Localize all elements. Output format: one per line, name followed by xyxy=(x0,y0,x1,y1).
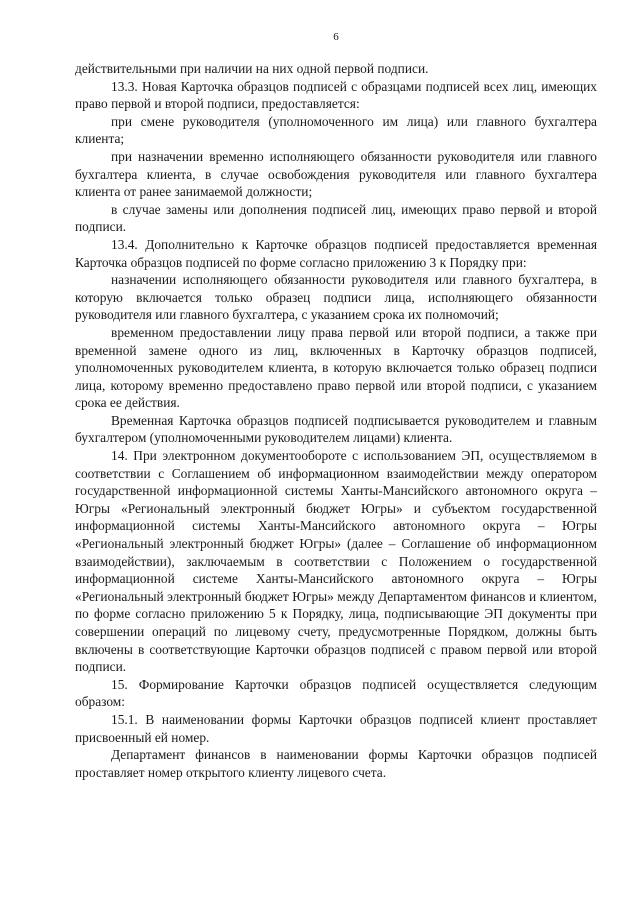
paragraph-14: 14. При электронном документообороте с использованием ЭП, осуществляемом в соответствии с Соглашением об информационном взаимодействии между оператором государственной информационной системы Ханты-Мансийского автономного округа – Югры «Региональный электронный бюджет Югры» и субъектом государственной информационной системы Ханты-Мансийского автономного округа – Югры «Региональный электронный бюджет Югры» (далее – Соглашение об информационном взаимодействии), заключаемым в соответствии с Положением о государственной информационной системе Ханты-Мансийского автономного округа – Югры «Региональный электронный бюджет Югры» между Департаментом финансов и клиентом, по форме согласно приложению 5 к Порядку, лица, подписывающие ЭП документы при совершении операций по лицевому счету, предусмотренные Порядком, должны быть включены в соответствующие Карточки образцов подписей с правом первой или второй подписи. xyxy=(75,448,597,675)
paragraph-13-3-item-1: при смене руководителя (уполномоченного им лица) или главного бухгалтера клиента; xyxy=(75,113,597,147)
paragraph-15-1: 15.1. В наименовании формы Карточки образцов подписей клиент проставляет присвоенный ей номер. xyxy=(75,711,597,745)
paragraph-temporary-card: Временная Карточка образцов подписей подписывается руководителем и главным бухгалтером (уполномоченными руководителем лицами) клиента. xyxy=(75,412,597,446)
paragraph-department: Департамент финансов в наименовании формы Карточки образцов подписей проставляет номер открытого клиенту лицевого счета. xyxy=(75,747,597,780)
document-page xyxy=(75,30,597,781)
paragraph-13-4-item-1: назначении исполняющего обязанности руководителя или главного бухгалтера, в которую включается только образец подписи лица, исполняющего обязанности руководителя или главного бухгалтера, с указанием срока их полномочий; xyxy=(75,272,597,323)
paragraph-continuation: действительными при наличии на них одной первой подписи. xyxy=(75,61,429,76)
page-number: 6 xyxy=(333,31,339,43)
paragraph-13-3-item-2: при назначении временно исполняющего обязанности руководителя или главного бухгалтера клиента, в случае освобождения руководителя или главного бухгалтера клиента от ранее занимаемой должности; xyxy=(75,148,597,200)
paragraph-13-3-item-3: в случае замены или дополнения подписей лиц, имеющих право первой и второй подписи. xyxy=(75,201,597,235)
paragraph-13-4-item-2: временном предоставлении лицу права первой или второй подписи, а также при временной замене одного из лиц, включенных в Карточку образцов подписей, уполномоченных руководителем клиента, в которую включается только образец подписи лица, которому временно предоставлено право первой или второй подписи, с указанием срока ее действия. xyxy=(75,324,597,411)
paragraph-13-3: 13.3. Новая Карточка образцов подписей с образцами подписей всех лиц, имеющих право первой и второй подписи, предоставляется: xyxy=(75,78,597,112)
paragraph-13-4: 13.4. Дополнительно к Карточке образцов подписей предоставляется временная Карточка образцов подписей по форме согласно приложению 3 к Порядку при: xyxy=(75,236,597,270)
paragraph-15: 15. Формирование Карточки образцов подписей осуществляется следующим образом: xyxy=(75,676,597,710)
